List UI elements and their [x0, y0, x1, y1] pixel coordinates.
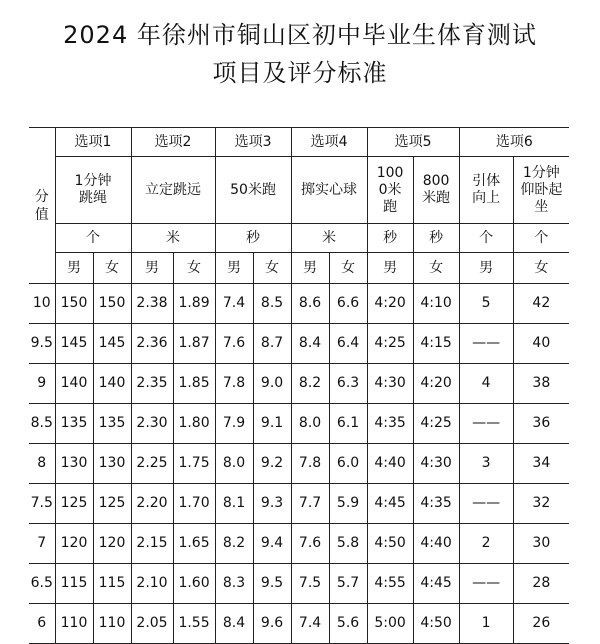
table-cell: —— [459, 404, 513, 444]
table-cell: 8.3 [215, 564, 253, 604]
table-cell: 9.6 [253, 604, 291, 644]
table-cell: 4:40 [367, 444, 413, 484]
item-label: 1分钟仰卧起坐 [520, 164, 563, 215]
table-cell: 5.8 [329, 524, 367, 564]
gender-cell: 男 [55, 253, 93, 284]
score-cell: 8.5 [29, 404, 55, 444]
item-header-row [29, 157, 569, 224]
table-cell: 4:25 [367, 324, 413, 364]
table-cell: 6.6 [329, 284, 367, 324]
table-cell: 5.7 [329, 564, 367, 604]
table-cell: 7.8 [291, 444, 329, 484]
table-cell: 1.85 [173, 364, 215, 404]
option-header: 选项5 [367, 128, 459, 157]
gender-cell: 男 [291, 253, 329, 284]
table-cell: —— [459, 564, 513, 604]
table-cell: 150 [93, 284, 131, 324]
score-cell: 6 [29, 604, 55, 644]
table-cell: 120 [93, 524, 131, 564]
gender-cell: 女 [173, 253, 215, 284]
item-label: 1000米跑 [376, 164, 404, 215]
table-cell: 8.5 [253, 284, 291, 324]
unit-cell: 个 [513, 224, 569, 253]
table-cell: 6.4 [329, 324, 367, 364]
item-header [513, 157, 569, 224]
table-row [29, 524, 569, 564]
table-cell: 7.8 [215, 364, 253, 404]
item-header [459, 157, 513, 224]
table-cell: 1.87 [173, 324, 215, 364]
table-cell: 7.4 [215, 284, 253, 324]
unit-cell: 秒 [215, 224, 291, 253]
table-cell: 7.7 [291, 484, 329, 524]
table-cell: 2.10 [131, 564, 173, 604]
table-cell: 4:50 [413, 604, 459, 644]
table-row [29, 364, 569, 404]
item-header: 50米跑 [215, 157, 291, 224]
table-row [29, 404, 569, 444]
table-cell: 7.9 [215, 404, 253, 444]
table-cell: 140 [55, 364, 93, 404]
table-cell: 28 [513, 564, 569, 604]
table-cell: 4:30 [413, 444, 459, 484]
table-cell: 4:15 [413, 324, 459, 364]
score-cell: 9 [29, 364, 55, 404]
table-cell: 7.6 [215, 324, 253, 364]
gender-cell: 女 [329, 253, 367, 284]
table-cell: 8.4 [215, 604, 253, 644]
table-cell: 6.0 [329, 444, 367, 484]
gender-cell: 女 [93, 253, 131, 284]
option-header: 选项3 [215, 128, 291, 157]
unit-cell: 个 [459, 224, 513, 253]
gender-cell: 男 [459, 253, 513, 284]
table-cell: 1.55 [173, 604, 215, 644]
table-cell: 8.2 [291, 364, 329, 404]
table-cell: 4:40 [413, 524, 459, 564]
score-cell: 7.5 [29, 484, 55, 524]
score-cell: 7 [29, 524, 55, 564]
table-cell: —— [459, 324, 513, 364]
table-cell: 9.0 [253, 364, 291, 404]
score-cell: 6.5 [29, 564, 55, 604]
table-cell: 26 [513, 604, 569, 644]
gender-cell: 男 [131, 253, 173, 284]
table-cell: 5.9 [329, 484, 367, 524]
table-cell: 9.5 [253, 564, 291, 604]
unit-cell: 米 [291, 224, 367, 253]
table-cell: 4:10 [413, 284, 459, 324]
table-cell: 9.3 [253, 484, 291, 524]
table-row [29, 564, 569, 604]
score-cell: 9.5 [29, 324, 55, 364]
gender-cell: 男 [215, 253, 253, 284]
table-cell: 8.7 [253, 324, 291, 364]
table-cell: —— [459, 484, 513, 524]
table-cell: 1.80 [173, 404, 215, 444]
item-header [413, 157, 459, 224]
scoring-table [29, 127, 569, 644]
table-cell: 4:20 [413, 364, 459, 404]
gender-cell: 女 [513, 253, 569, 284]
item-label: 1分钟跳绳 [74, 173, 112, 206]
table-cell: 110 [55, 604, 93, 644]
table-cell: 4:20 [367, 284, 413, 324]
table-cell: 145 [93, 324, 131, 364]
table-cell: 4:50 [367, 524, 413, 564]
gender-cell: 女 [413, 253, 459, 284]
table-cell: 2.20 [131, 484, 173, 524]
table-cell: 1.89 [173, 284, 215, 324]
table-cell: 8.4 [291, 324, 329, 364]
table-cell: 9.2 [253, 444, 291, 484]
table-cell: 130 [55, 444, 93, 484]
table-cell: 135 [93, 404, 131, 444]
table-cell: 42 [513, 284, 569, 324]
unit-cell: 个 [55, 224, 131, 253]
table-cell: 4:25 [413, 404, 459, 444]
item-label: 引体向上 [472, 173, 501, 206]
table-cell: 2.25 [131, 444, 173, 484]
table-cell: 4:45 [413, 564, 459, 604]
table-cell: 4:45 [367, 484, 413, 524]
item-label: 800米跑 [422, 173, 451, 206]
table-cell: 36 [513, 404, 569, 444]
table-cell: 7.5 [291, 564, 329, 604]
table-cell: 7.6 [291, 524, 329, 564]
gender-cell: 男 [367, 253, 413, 284]
table-row [29, 444, 569, 484]
table-cell: 4:55 [367, 564, 413, 604]
table-cell: 38 [513, 364, 569, 404]
table-cell: 1.65 [173, 524, 215, 564]
table-cell: 2.30 [131, 404, 173, 444]
option-header: 选项4 [291, 128, 367, 157]
gender-cell: 女 [253, 253, 291, 284]
table-cell: 125 [55, 484, 93, 524]
table-cell: 30 [513, 524, 569, 564]
table-cell: 9.1 [253, 404, 291, 444]
table-cell: 8.0 [291, 404, 329, 444]
table-cell: 2.36 [131, 324, 173, 364]
document-title-line2: 项目及评分标准 [212, 59, 388, 87]
table-row [29, 324, 569, 364]
score-header-cell [29, 128, 55, 284]
table-cell: 130 [93, 444, 131, 484]
unit-header-row [29, 224, 569, 253]
table-cell: 120 [55, 524, 93, 564]
score-header: 分值 [34, 188, 49, 223]
table-cell: 1.70 [173, 484, 215, 524]
item-header [55, 157, 131, 224]
option-header-row [29, 128, 569, 157]
table-cell: 32 [513, 484, 569, 524]
table-cell: 115 [55, 564, 93, 604]
table-row [29, 284, 569, 324]
table-cell: 135 [55, 404, 93, 444]
score-cell: 8 [29, 444, 55, 484]
option-header: 选项1 [55, 128, 131, 157]
table-row [29, 484, 569, 524]
table-cell: 8.6 [291, 284, 329, 324]
score-cell: 10 [29, 284, 55, 324]
item-header [367, 157, 413, 224]
gender-header-row [29, 253, 569, 284]
table-cell: 6.3 [329, 364, 367, 404]
table-cell: 7.4 [291, 604, 329, 644]
table-cell: 34 [513, 444, 569, 484]
table-cell: 1.75 [173, 444, 215, 484]
table-cell: 6.1 [329, 404, 367, 444]
table-cell: 110 [93, 604, 131, 644]
table-cell: 5:00 [367, 604, 413, 644]
table-cell: 8.1 [215, 484, 253, 524]
table-cell: 2.35 [131, 364, 173, 404]
table-cell: 150 [55, 284, 93, 324]
table-cell: 2 [459, 524, 513, 564]
item-header: 立定跳远 [131, 157, 215, 224]
table-cell: 40 [513, 324, 569, 364]
table-cell: 145 [55, 324, 93, 364]
table-cell: 9.4 [253, 524, 291, 564]
option-header: 选项2 [131, 128, 215, 157]
table-cell: 125 [93, 484, 131, 524]
table-cell: 4:35 [413, 484, 459, 524]
table-cell: 115 [93, 564, 131, 604]
option-header: 选项6 [459, 128, 569, 157]
unit-cell: 秒 [413, 224, 459, 253]
table-cell: 2.38 [131, 284, 173, 324]
table-cell: 8.0 [215, 444, 253, 484]
table-cell: 4:35 [367, 404, 413, 444]
table-cell: 2.05 [131, 604, 173, 644]
table-cell: 5.6 [329, 604, 367, 644]
table-cell: 2.15 [131, 524, 173, 564]
table-cell: 8.2 [215, 524, 253, 564]
table-cell: 4:30 [367, 364, 413, 404]
item-header: 掷实心球 [291, 157, 367, 224]
table-cell: 5 [459, 284, 513, 324]
table-cell: 4 [459, 364, 513, 404]
unit-cell: 米 [131, 224, 215, 253]
table-cell: 140 [93, 364, 131, 404]
document-title-line1: 2024 年徐州市铜山区初中毕业生体育测试 [63, 21, 537, 49]
table-cell: 1.60 [173, 564, 215, 604]
table-cell: 3 [459, 444, 513, 484]
unit-cell: 秒 [367, 224, 413, 253]
table-cell: 1 [459, 604, 513, 644]
